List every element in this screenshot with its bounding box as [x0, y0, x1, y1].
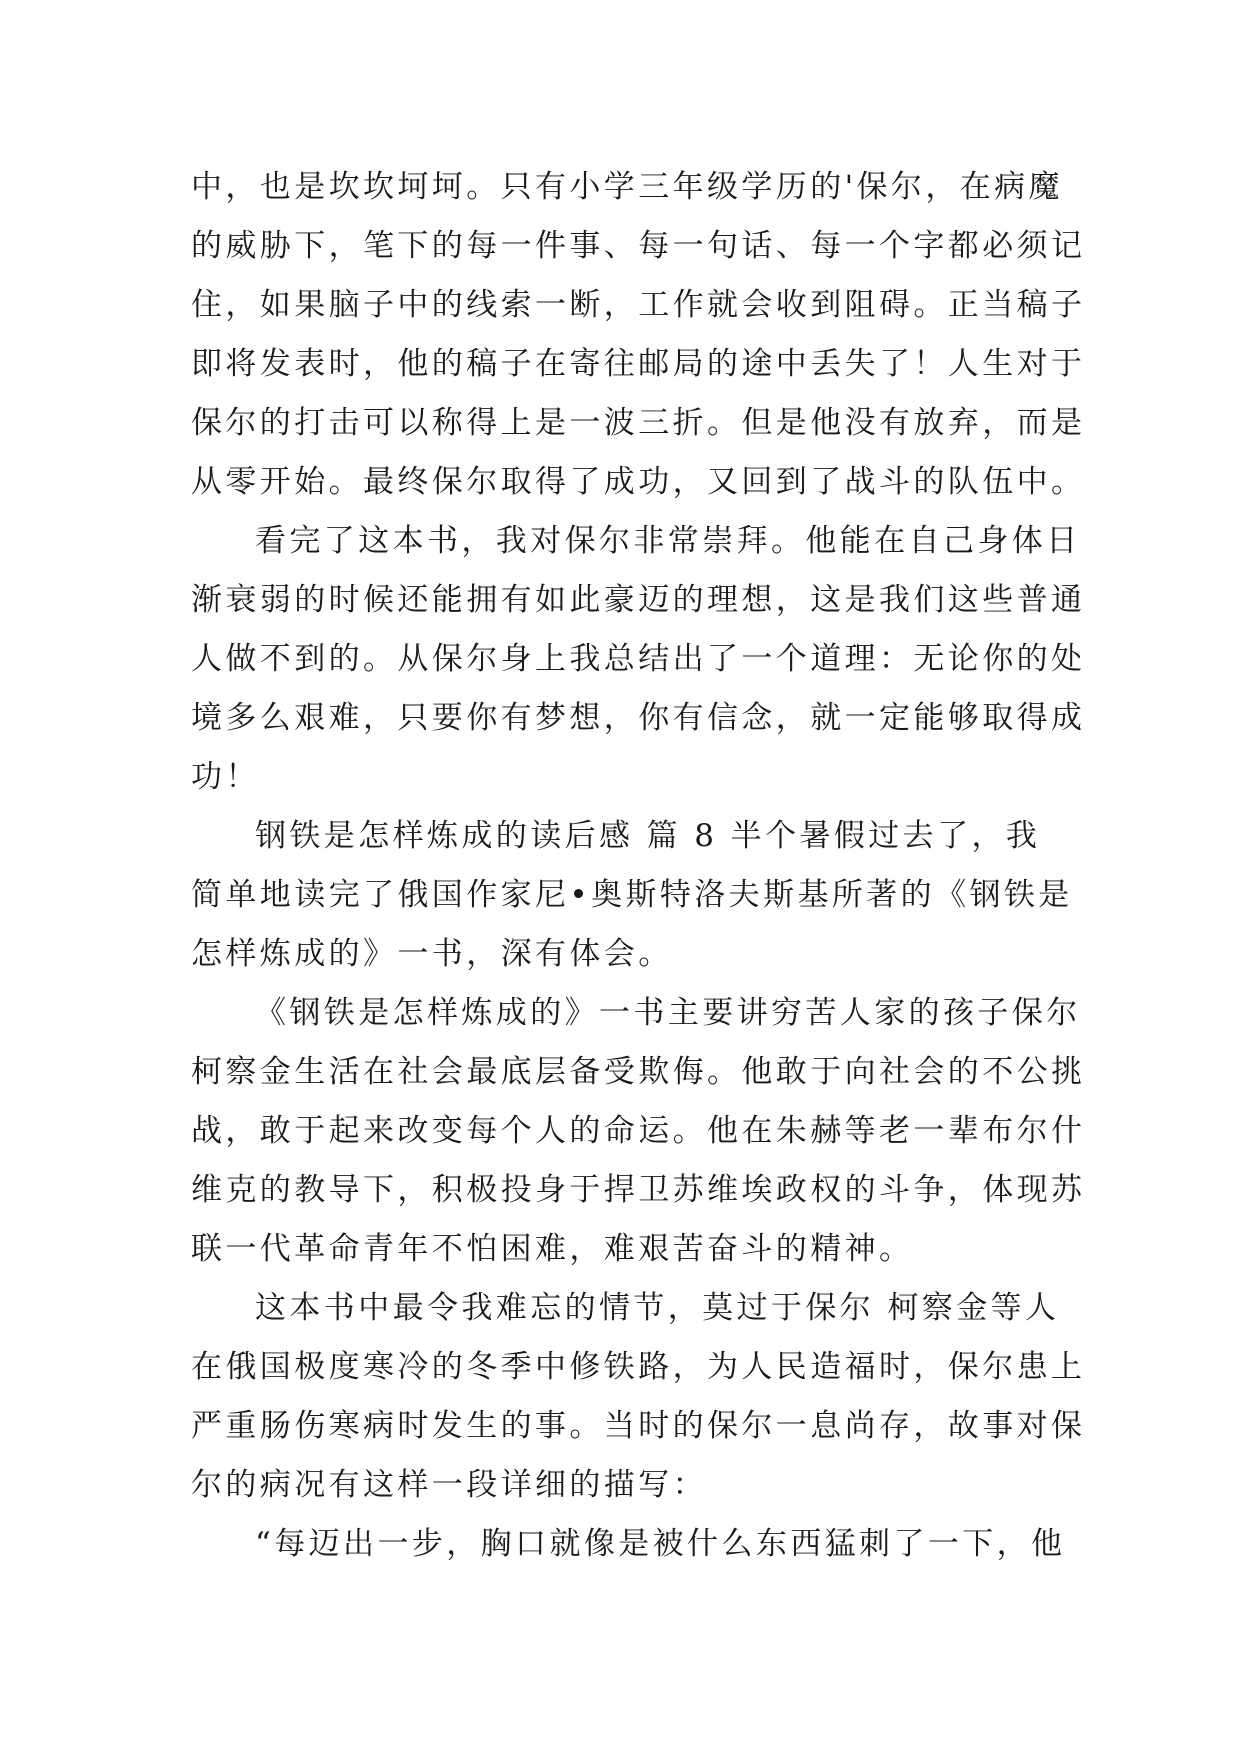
text-line: 怎样炼成的》一书，深有体会。: [191, 936, 673, 972]
text-line: 尔的病况有这样一段详细的描写：: [191, 1467, 707, 1503]
text-line: 联一代革命青年不怕困难，难艰苦奋斗的精神。: [191, 1231, 914, 1267]
text-line: 功！: [191, 759, 260, 795]
text-line: 保尔的打击可以称得上是一波三折。但是他没有放弃，而是: [191, 405, 1086, 441]
text-line: 人做不到的。从保尔身上我总结出了一个道理：无论你的处: [191, 641, 1086, 677]
text-line: 这本书中最令我难忘的情节，莫过于保尔 柯察金等人: [255, 1290, 1060, 1326]
text-line: 维克的教导下，积极投身于捍卫苏维埃政权的斗争，体现苏: [191, 1172, 1086, 1208]
text-line: 钢铁是怎样炼成的读后感 篇 8 半个暑假过去了，我: [255, 818, 1041, 854]
text-line: 境多么艰难，只要你有梦想，你有信念，就一定能够取得成: [191, 700, 1086, 736]
text-line: 的威胁下，笔下的每一件事、每一句话、每一个字都必须记: [191, 228, 1086, 264]
text-line: “每迈出一步，胸口就像是被什么东西猛刺了一下，他: [255, 1526, 1066, 1562]
text-line: 战，敢于起来改变每个人的命运。他在朱赫等老一辈布尔什: [191, 1113, 1086, 1149]
body-text: [191, 158, 1086, 1574]
text-line: 简单地读完了俄国作家尼•奥斯特洛夫斯基所著的《钢铁是: [191, 877, 1073, 913]
text-line: 住，如果脑子中的线索一断，工作就会收到阻碍。正当稿子: [191, 287, 1086, 323]
text-line: 即将发表时，他的稿子在寄往邮局的途中丢失了！人生对于: [191, 346, 1086, 382]
text-line: 从零开始。最终保尔取得了成功，又回到了战斗的队伍中。: [191, 464, 1086, 500]
text-line: 看完了这本书，我对保尔非常崇拜。他能在自己身体日: [255, 523, 1081, 559]
text-line: 在俄国极度寒冷的冬季中修铁路，为人民造福时，保尔患上: [191, 1349, 1086, 1385]
text-line: 《钢铁是怎样炼成的》一书主要讲穷苦人家的孩子保尔: [255, 995, 1081, 1031]
text-line: 严重肠伤寒病时发生的事。当时的保尔一息尚存，故事对保: [191, 1408, 1086, 1444]
text-line: 中，也是坎坎坷坷。只有小学三年级学历的'保尔，在病魔: [191, 169, 1063, 205]
text-line: 渐衰弱的时候还能拥有如此豪迈的理想，这是我们这些普通: [191, 582, 1086, 618]
text-line: 柯察金生活在社会最底层备受欺侮。他敢于向社会的不公挑: [191, 1054, 1086, 1090]
